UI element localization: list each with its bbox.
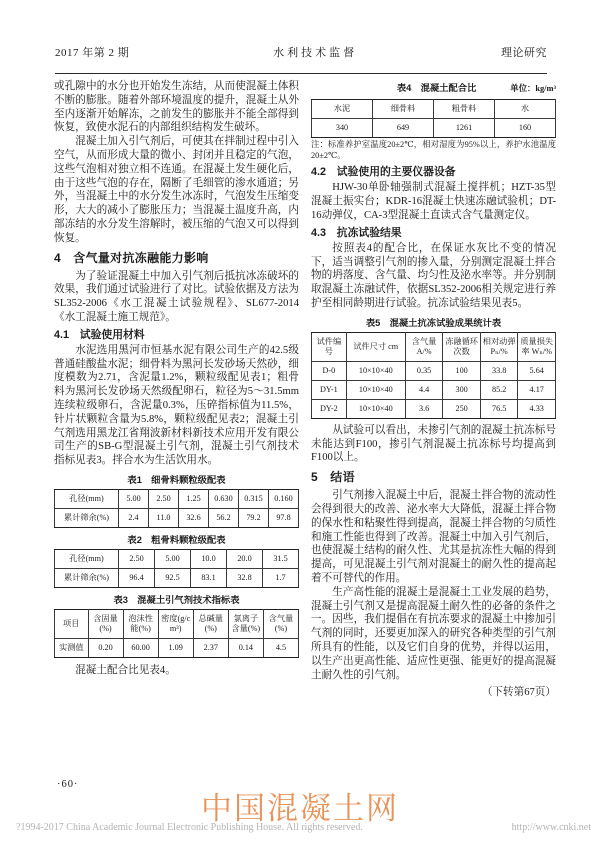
table-cell: 83.1: [191, 568, 227, 587]
section-heading-4-1: 4.1 试验使用材料: [54, 328, 145, 341]
table-cell: 相对动弹 Pₙ/%: [480, 332, 518, 361]
page-header: [55, 44, 547, 60]
table3-admixture-index: [54, 609, 299, 658]
table-cell: 76.5: [480, 399, 518, 418]
issue-label: 2017 年第 2 期: [55, 47, 130, 59]
paragraph: 水泥选用黑河市恒基水泥有限公司生产的42.5级普通硅酸盐水泥；细骨料为黑河长发砂场天然砂，细度模数为2.71，含泥量1.2%，颗粒级配见表1；粗骨料为黑河长发砂场天然级配卵石，粒径为5～31.5mm连续粒级卵石，含泥量0.3%，压碎指标值为11.5%，针片状颗粒含量为5.8%，颗粒级配见表2；混凝土引气剂选用黑龙江省翔波新材料新技术应用开发有限公司生产的SB-G型混凝土引气剂，混凝土引气剂技术指标见表3。拌合水为生活饮用水。: [54, 344, 299, 467]
article-body: [54, 80, 556, 700]
table-cell: 11.0: [149, 508, 179, 527]
table-cell: 1.7: [263, 568, 299, 587]
table-cell: 300: [443, 380, 481, 399]
paragraph: 生产高性能的混凝土是混凝土工业发展的趋势，混凝土引气剂又是提高混凝土耐久性的必备的条件之一。因些，我们提倡在有抗冻要求的混凝土中掺加引气剂的同时，还要更加深入的研究各种类型的引气剂所具有的性能，以及它们自身的优势，并得以运用，以生产出更高性能、适应性更强、能更好的提高混凝土耐久性的引气剂。: [311, 586, 556, 681]
table-cell: 孔径(mm): [55, 549, 119, 568]
table5-frost-results: [311, 332, 556, 419]
table4-mix-proportion: [311, 99, 556, 138]
table-cell: 4.5: [263, 638, 298, 657]
table-cell: 0.630: [209, 489, 239, 508]
table-cell: DY-1: [312, 380, 347, 399]
section-label: 理论研究: [501, 47, 547, 59]
continued-note: （下转第67页）: [481, 687, 556, 699]
table-cell: 细骨料: [373, 99, 434, 118]
table-cell: 5.00: [155, 549, 191, 568]
table-row: [312, 332, 556, 361]
paragraph: 从试验可以看出，未掺引气剂的混凝土抗冻标号未能达到F100，掺引气剂混凝土抗冻标号均提高到F100以上。: [311, 424, 556, 464]
table-cell: 96.4: [119, 568, 155, 587]
table-cell: 20.0: [227, 549, 263, 568]
table-cell: 649: [373, 118, 434, 137]
table-cell: 试件尺寸 cm: [346, 332, 405, 361]
table-cell: 实测值: [55, 638, 89, 657]
table-row: [312, 361, 556, 380]
table-cell: 33.8: [480, 361, 518, 380]
table-cell: 1.25: [179, 489, 209, 508]
copyright-text: ?1994-2017 China Academic Journal Electronic Publishing House. All rights reserved.: [16, 822, 363, 833]
table4-unit: 单位：kg/m³: [510, 84, 556, 93]
table4-title-row: [311, 82, 556, 96]
right-column: [311, 80, 556, 700]
section-heading-4: 4 含气量对抗冻融能力影响: [54, 250, 209, 265]
table-cell: 1.09: [158, 638, 193, 657]
table-cell: 0.14: [228, 638, 263, 657]
table-cell: 2.37: [193, 638, 228, 657]
table-cell: 试件编号: [312, 332, 347, 361]
table-row: [312, 99, 556, 118]
table-cell: 质量损失率 Wₙ/%: [518, 332, 556, 361]
table-cell: 水: [495, 99, 556, 118]
paragraph: 按照表4的配合比，在保证水灰比不变的情况下，适当调整引气剂的掺入量，分别测定混凝土拌合物的坍落度、含气量、均匀性及泌水率等。并分别制取混凝土冻融试件，依据SL352-2006相关规定进行养护至相同龄期进行试验。抗冻试验结果见表5。: [311, 242, 556, 309]
table4-title: 表4 混凝土配合比: [396, 83, 477, 93]
paragraph: 为了验证混凝土中加入引气剂后抵抗冰冻破坏的效果，我们通过试验进行了对比。试验依据及方法为SL352-2006《水工混凝土试验规程》、SL677-2014《水工混凝土施工规范》。: [54, 270, 299, 323]
table-cell: 4.33: [518, 399, 556, 418]
table-cell: 粗骨料: [434, 99, 495, 118]
table-row: [55, 609, 299, 638]
table-cell: 10.0: [191, 549, 227, 568]
table-cell: 85.2: [480, 380, 518, 399]
table-cell: 79.2: [239, 508, 269, 527]
table-cell: 160: [495, 118, 556, 137]
table-cell: 累计筛余(%): [55, 508, 119, 527]
table-cell: 0.160: [269, 489, 299, 508]
table-cell: 32.8: [227, 568, 263, 587]
table-cell: 0.20: [88, 638, 123, 657]
table-cell: 56.2: [209, 508, 239, 527]
table-cell: 250: [443, 399, 481, 418]
table-cell: 92.5: [155, 568, 191, 587]
table-row: [55, 568, 299, 587]
table-cell: 100: [443, 361, 481, 380]
table-cell: 0.315: [239, 489, 269, 508]
table-cell: 项目: [55, 609, 89, 638]
table1-title: 表1 细骨料颗粒级配表: [127, 474, 226, 485]
table-row: [312, 399, 556, 418]
paragraph: 引气剂掺入混凝土中后，混凝土拌合物的流动性会得到很大的改善、泌水率大大降低，混凝土拌合物的保水性和粘聚性得到提高，混凝土拌合物的匀质性和施工性能也得到了改善。混凝土中加入引气剂后，也使混凝土结构的耐久性、尤其是抗冻性大幅的得到提高，可见混凝土引气剂对混凝土的耐久性的提高起着不可替代的作用。: [311, 490, 556, 584]
table-row: [55, 508, 299, 527]
table-cell: 31.5: [263, 549, 299, 568]
table-cell: 密度(g/cm³): [158, 609, 193, 638]
watermark-text: 中国混凝土网: [201, 791, 399, 826]
cnki-url: http://www.cnki.net: [511, 822, 591, 833]
table-cell: DY-2: [312, 399, 347, 418]
table-row: [55, 549, 299, 568]
table-cell: 2.50: [119, 549, 155, 568]
table-cell: 冻融循环次数: [443, 332, 481, 361]
journal-title: 水利技术监督: [273, 47, 358, 59]
table-cell: 泡沫性能(%): [123, 609, 158, 638]
table-cell: 氯离子含量(%): [228, 609, 263, 638]
table-cell: 4.17: [518, 380, 556, 399]
table-cell: 总碱量(%): [193, 609, 228, 638]
table-row: [312, 118, 556, 137]
table-cell: 含气量(%): [263, 609, 298, 638]
paragraph: HJW-30单卧轴强制式混凝土搅拌机；HZT-35型混凝土振实台；KDR-16混凝土快速冻融试验机；DT-16动弹仪，CA-3型混凝土直读式含气量测定仪。: [311, 182, 556, 221]
table-cell: 含气量 A/%: [405, 332, 443, 361]
paragraph: 或孔隙中的水分也开始发生冻结，从而使混凝土体积不断的膨胀。随着外部环境温度的提升，混凝土从外至内逐渐开始解冻，之前发生的膨胀并不能全部得到恢复，致使水泥石的内部组织结构发生破坏。: [54, 81, 299, 134]
table-cell: 97.8: [269, 508, 299, 527]
table4-note: 注：标准养护室温度20±2℃，相对湿度为95%以上，养护水池温度20±2℃。: [311, 139, 556, 160]
table-cell: 2.4: [119, 508, 149, 527]
table-cell: 4.4: [405, 380, 443, 399]
section-heading-4-2: 4.2 试验使用的主要仪器设备: [311, 166, 456, 179]
section-heading-4-3: 4.3 抗冻试验结果: [311, 226, 402, 239]
table-cell: 累计筛余(%): [55, 568, 119, 587]
table-cell: 0.35: [405, 361, 443, 380]
table3-title: 表3 混凝土引气剂技术指标表: [113, 594, 240, 605]
section-heading-5: 5 结语: [311, 470, 355, 485]
table-cell: 2.50: [149, 489, 179, 508]
table5-title: 表5 混凝土抗冻试验成果统计表: [365, 317, 502, 328]
table-cell: 3.6: [405, 399, 443, 418]
table-cell: 10×10×40: [346, 399, 405, 418]
table1-fine-aggregate: [54, 489, 299, 528]
table-row: [312, 380, 556, 399]
table2-title: 表2 粗骨料颗粒级配表: [127, 534, 226, 545]
table-cell: 10×10×40: [346, 380, 405, 399]
left-column: [54, 80, 299, 700]
table-cell: 水泥: [312, 99, 373, 118]
table-cell: 60.00: [123, 638, 158, 657]
table-cell: D-0: [312, 361, 347, 380]
table-cell: 10×10×40: [346, 361, 405, 380]
paragraph: 混凝土配合比见表4。: [75, 664, 176, 676]
table-cell: 340: [312, 118, 373, 137]
table2-coarse-aggregate: [54, 549, 299, 588]
table-row: [55, 638, 299, 657]
copyright-line: [16, 822, 591, 833]
page-number: ·60·: [57, 779, 79, 790]
table-cell: 孔径(mm): [55, 489, 119, 508]
paragraph: 混凝土加入引气剂后，可使其在拌制过程中引入空气，从而形成大量的微小、封闭并且稳定的气泡，这些气泡相对独立相不连通。在混凝土发生硬化后，由于这些气泡的存在，隔断了毛细管的渗水通道；另外，当混凝土中的水分发生冰冻时，气泡发生压缩变形，大大的减小了膨胀压力；当混凝土温度升高，内部冻结的水分发生溶解时，被压缩的气泡又可以得到恢复。: [54, 136, 299, 244]
table-cell: 含固量(%): [88, 609, 123, 638]
table-row: [55, 489, 299, 508]
table-cell: 32.6: [179, 508, 209, 527]
table-cell: 5.64: [518, 361, 556, 380]
table-cell: 5.00: [119, 489, 149, 508]
header-rule: [55, 73, 547, 74]
table-cell: 1261: [434, 118, 495, 137]
